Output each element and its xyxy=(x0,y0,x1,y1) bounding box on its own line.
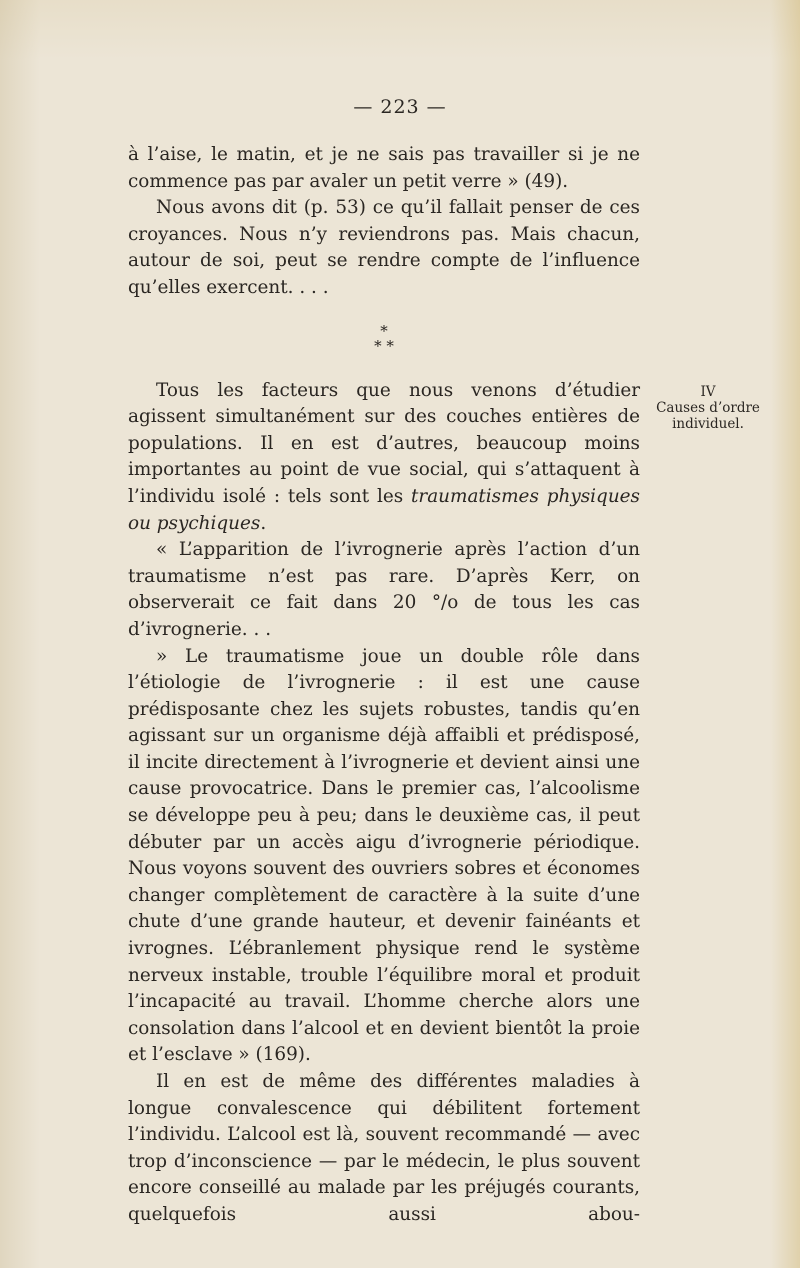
marginal-note xyxy=(648,384,768,432)
marginal-line-1: Causes d’ordre xyxy=(656,400,760,416)
section-separator xyxy=(128,321,640,355)
marginal-number: IV xyxy=(700,384,716,400)
paragraph-facteurs xyxy=(128,378,640,538)
paragraph-facteurs-end: . xyxy=(260,512,267,534)
paragraph-facteurs-start: Tous les facteurs que nous venons d’étudier agissent simultanément sur des couches entières de populations. Il en est d’autres, beaucoup moins importantes au point de vue social, qui s’attaquent à l’individu isolé : tels sont les xyxy=(128,379,640,507)
paragraph-traumatisme: » Le traumatisme joue un double rôle dans l’étiologie de l’ivrognerie : il est une cause prédisposante chez les sujets robustes, tandis qu’en agissant sur un organisme déjà affaibli et prédisposé, il incite directement à l’ivrognerie et devient ainsi une cause provocatrice. Dans le premier cas, l’alcoolisme se développe peu à peu; dans le deuxième cas, il peut débuter par un accès aigu d’ivrognerie périodique. Nous voyons souvent des ouvriers sobres et économes changer complètement de caractère à la suite d’une chute d’une grande hauteur, et devenir fainéants et ivrognes. L’ébranlement physique rend le système nerveux instable, trouble l’équilibre moral et produit l’incapacité au travail. L’homme cherche alors une consolation dans l’alcool et en devient bientôt la proie et l’esclave » (169). xyxy=(128,645,640,1066)
separator-star-top: * xyxy=(380,321,388,340)
marginal-line-2: individuel. xyxy=(672,416,744,432)
page-number: — 223 — xyxy=(353,96,447,118)
paragraph-kerr-quote: « L’apparition de l’ivrognerie après l’action d’un traumatisme n’est pas rare. D’après Kerr, on observerait ce fait dans 20 °/o de tous les cas d’ivrognerie. . . xyxy=(128,539,640,640)
paragraph-facteurs-italic: traumatismes physiques ou psychiques xyxy=(128,485,640,534)
separator-star-bottom: * * xyxy=(374,336,394,355)
body-text xyxy=(128,142,640,1229)
paragraph-quote-end: à l’aise, le matin, et je ne sais pas travailler si je ne commence pas par avaler un petit verre » (49). xyxy=(128,144,640,192)
paragraph-croyances: Nous avons dit (p. 53) ce qu’il fallait penser de ces croyances. Nous n’y reviendrons pas. Mais chacun, autour de soi, peut se rendre compte de l’influence qu’elles exercent. . . . xyxy=(128,197,640,298)
paragraph-maladies: Il en est de même des différentes maladies à longue convalescence qui débilitent fortement l’individu. L’alcool est là, souvent recommandé — avec trop d’inconscience — par le médecin, le plus souvent encore conseillé au malade par les préjugés courants, quelquefois aussi abou- xyxy=(128,1071,640,1225)
